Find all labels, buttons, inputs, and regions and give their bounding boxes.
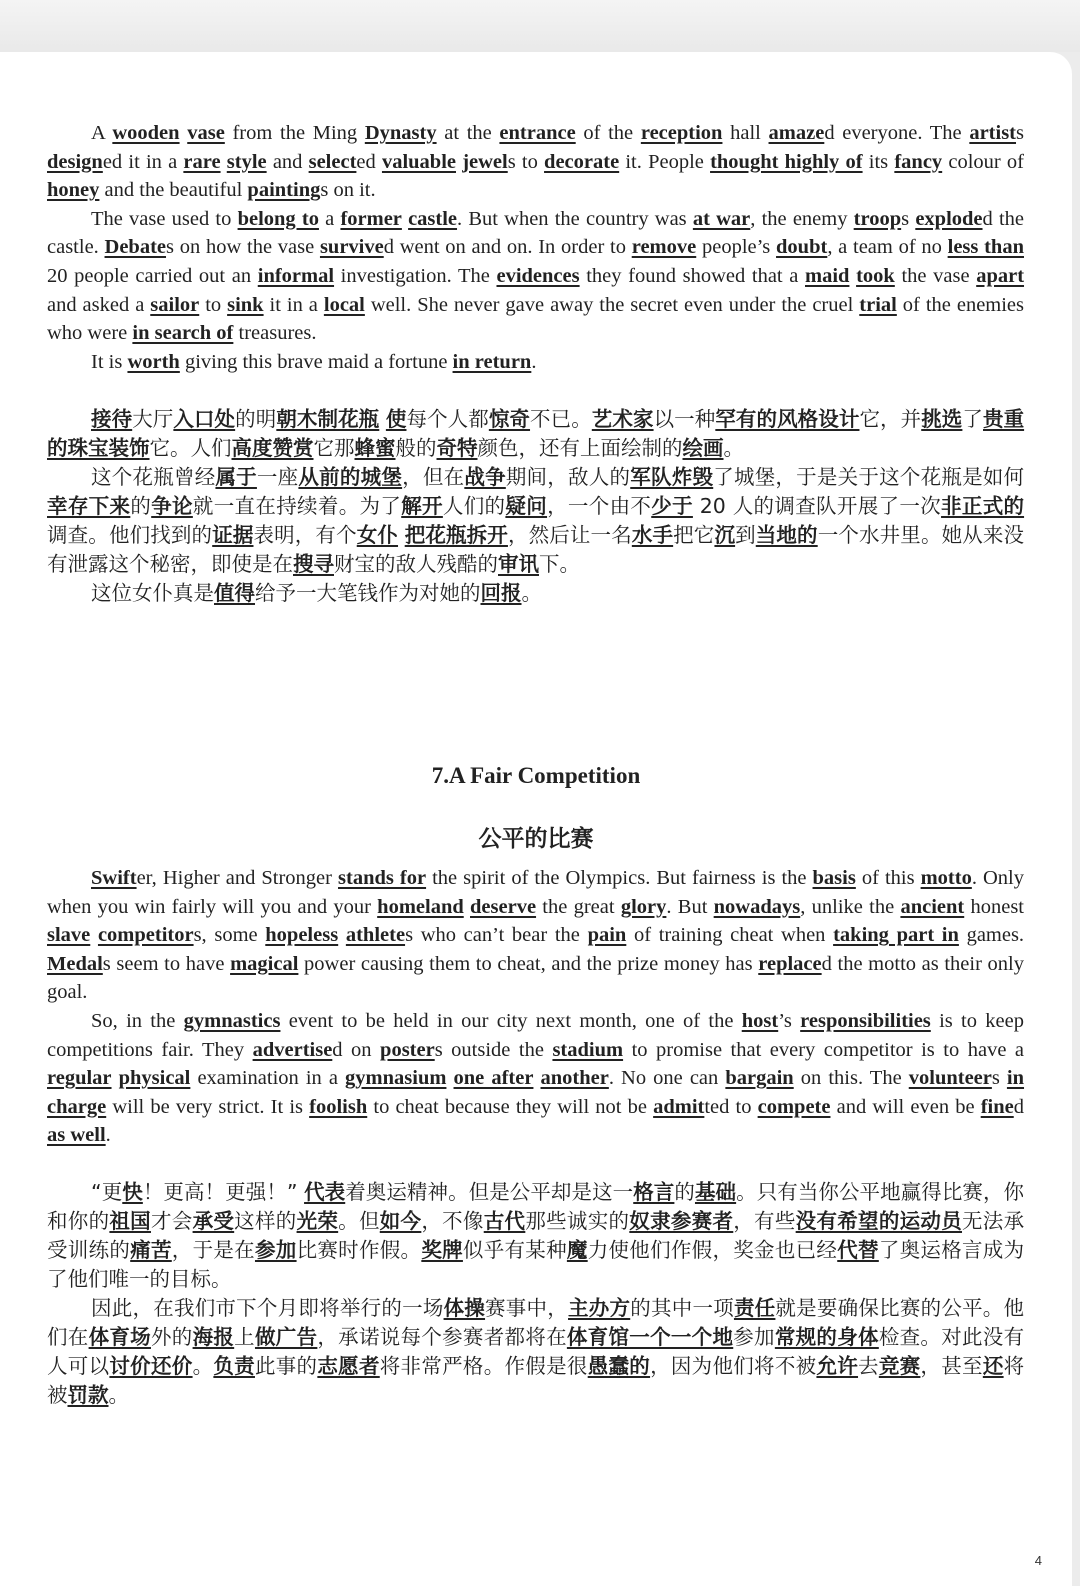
vocabulary-term: pain [587, 924, 627, 947]
vocabulary-term: painting [247, 179, 321, 202]
vocabulary-term: 基础 [694, 1180, 737, 1204]
vocabulary-term: 幸存下来 [47, 494, 131, 518]
vocabulary-term: competitor [97, 924, 194, 947]
vocabulary-term: 朝木制花瓶 [276, 407, 380, 431]
paragraph: The vase used to belong to a former castle. But when the country was at war, the enemy troops exploded the castle. Debates on how the vase survived went on and on. In order to remove people’s doubt, a team of no less than 20 people carried out an informal investigation. The evidences they found showed that a maid took the vase apart and asked a sailor to sink it in a local well. She never gave away the secret even under the cruel trial of the enemies who were in search of treasures. [47, 207, 1025, 345]
vocabulary-term: magical [230, 952, 299, 975]
section-title-english: 7.A Fair Competition [431, 763, 641, 788]
vocabulary-term: 从前的城堡 [298, 465, 403, 489]
vocabulary-term: 争论 [151, 494, 193, 518]
vocabulary-term: 体育场 [88, 1325, 151, 1349]
vocabulary-term: 艺术家 [591, 407, 654, 431]
vocabulary-term: athlete [345, 924, 406, 947]
vocabulary-term: honey [47, 179, 100, 202]
vocabulary-term: bargain [725, 1067, 794, 1090]
vocabulary-term: slave [47, 924, 91, 947]
paragraph: 这位女仆真是值得给予一大笔钱作为对她的回报。 [91, 581, 542, 605]
vocabulary-term: 审讯 [498, 552, 539, 576]
vocabulary-term: 体操 [443, 1296, 486, 1320]
vocabulary-term: 高度赞赏 [231, 436, 314, 460]
vocabulary-term: in search of [132, 322, 234, 345]
vocabulary-term: ancient [900, 895, 965, 918]
vocabulary-term: 解开 [401, 494, 443, 518]
vocabulary-term: 惊奇 [488, 407, 531, 431]
paragraph: A wooden vase from the Ming Dynasty at the entrance of the reception hall amazed everyone. The artists designed it in a rare style and selected valuable jewels to decorate it. People thought highly of its fancy colour of honey and the beautiful paintings on it. [47, 122, 1025, 202]
vocabulary-term: 祖国 [109, 1209, 151, 1233]
vocabulary-term: compete [757, 1095, 831, 1118]
vocabulary-term: 搜寻 [293, 552, 334, 576]
paragraph: 因此，在我们市下个月即将举行的一场体操赛事中，主办方的其中一项责任就是要确保比赛的公平。他们在体育场外的海报上做广告，承诺说每个参赛者都将在体育馆一个一个地参加常规的身体检查。对此没有人可以讨价还价。负责此事的志愿者将非常严格。作假是很愚蠢的，因为他们将不被允许去竞赛，甚至还将被罚款。 [47, 1296, 1025, 1407]
vocabulary-term: 蜂蜜 [354, 436, 396, 460]
vocabulary-term: glory [620, 895, 667, 918]
vocabulary-term: in charge [47, 1067, 1025, 1118]
vocabulary-term: Debate [104, 236, 167, 259]
vocabulary-term: remove [631, 236, 697, 259]
document-page [0, 52, 1072, 1586]
vocabulary-term: maid [805, 264, 850, 287]
vocabulary-term: informal [257, 264, 335, 287]
vocabulary-term: 把花瓶拆开 [404, 523, 508, 547]
paragraph: So, in the gymnastics event to be held in our city next month, one of the host’s responsibilities is to keep competitions fair. They advertised on posters outside the stadium to promise that every competitor is to have a regular physical examination in a gymnasium one after another. No one can bargain on this. The volunteers in charge will be very strict. It is foolish to cheat because they will not be admitted to compete and will even be fined as well. [47, 1009, 1025, 1147]
vocabulary-term: 非正式的 [941, 494, 1025, 518]
vocabulary-term: nowadays [713, 895, 801, 918]
vocabulary-term: fancy [894, 150, 943, 173]
vocabulary-term: 没有希望的运动员 [795, 1209, 963, 1233]
vocabulary-term: 代表 [304, 1180, 346, 1204]
vocabulary-term: wooden [112, 122, 180, 144]
vocabulary-term: vase [187, 122, 225, 144]
vocabulary-term: jewel [462, 150, 508, 173]
vocabulary-term: deserve [470, 895, 537, 918]
vocabulary-term: advertise [252, 1038, 333, 1061]
vocabulary-term: basis [812, 867, 856, 889]
vocabulary-term: artist [969, 122, 1017, 144]
vocabulary-term: 奴隶参赛者 [629, 1209, 734, 1233]
vocabulary-term: 竞赛 [878, 1354, 921, 1378]
vocabulary-term: 回报 [480, 581, 522, 605]
vocabulary-term: rare [183, 150, 221, 173]
vocabulary-term: foolish [309, 1095, 368, 1118]
vocabulary-term: worth [127, 350, 180, 373]
fair-competition-chinese-translation [47, 1178, 1024, 1410]
vocabulary-term: admit [653, 1095, 705, 1118]
vocabulary-term: sailor [150, 293, 200, 316]
vocabulary-term: 当地的 [755, 523, 818, 547]
vocabulary-term: select [308, 150, 357, 173]
vocabulary-term: decorate [544, 150, 620, 173]
vase-chinese-translation [47, 405, 1024, 608]
vocabulary-term: in return [452, 350, 532, 373]
vocabulary-term: host [741, 1009, 779, 1032]
vocabulary-term: explode [915, 207, 983, 230]
vocabulary-term: 战争 [464, 465, 506, 489]
vocabulary-term: Dynasty [364, 122, 437, 144]
vocabulary-term: 女仆 [356, 523, 399, 547]
paragraph: It is worth giving this brave maid a fortune in return. [91, 350, 537, 373]
vocabulary-term: 属于 [215, 465, 257, 489]
vocabulary-term: 入口处 [173, 407, 236, 431]
vocabulary-term: sink [227, 293, 264, 316]
vocabulary-term: reception [640, 122, 723, 144]
vocabulary-term: replace [758, 952, 822, 975]
vocabulary-term: 常规的身体 [774, 1325, 879, 1349]
vocabulary-term: another [540, 1067, 609, 1090]
vocabulary-term: 水手 [631, 523, 674, 547]
vocabulary-term: valuable [381, 150, 456, 173]
vocabulary-term: physical [118, 1067, 191, 1090]
vocabulary-term: survive [319, 236, 384, 259]
vocabulary-term: hopeless [265, 924, 339, 947]
vocabulary-term: 证据 [212, 523, 254, 547]
vocabulary-term: stands for [338, 867, 427, 889]
viewer-top-bar [0, 0, 1080, 52]
paragraph: 这个花瓶曾经属于一座从前的城堡，但在战争期间，敌人的军队炸毁了城堡，于是关于这个花瓶是如何幸存下来的争论就一直在持续着。为了解开人们的疑问，一个由不少于 20 人的调查队开展了一次非正式的调查。他们找到的证据表明，有个女仆 把花瓶拆开，然后让一名水手把它沉到当地的一个水井里。她从来没有泄露这个秘密，即使是在搜寻财宝的敌人残酷的审讯下。 [47, 465, 1025, 576]
vocabulary-term: 疑问 [505, 494, 548, 518]
vocabulary-term: apart [976, 264, 1025, 287]
vocabulary-term: 少于 [651, 494, 693, 518]
vocabulary-term: 体育馆一个一个地 [566, 1325, 734, 1349]
vocabulary-term: 使 [385, 407, 407, 431]
vocabulary-term: 接待 [91, 407, 133, 431]
vocabulary-term: 奇特 [436, 436, 478, 460]
vocabulary-term: took [856, 264, 895, 287]
vocabulary-term: gymnastics [183, 1009, 281, 1032]
vocabulary-term: 海报 [192, 1325, 235, 1349]
vocabulary-term: 古代 [483, 1209, 526, 1233]
vocabulary-term: volunteer [908, 1067, 992, 1090]
vocabulary-term: 如今 [379, 1209, 422, 1233]
vocabulary-term: design [47, 150, 103, 173]
vocabulary-term: 快 [122, 1180, 143, 1204]
vocabulary-term: regular [47, 1067, 112, 1090]
vocabulary-term: 贵重的珠宝装饰 [47, 407, 1025, 460]
vocabulary-term: at war [692, 207, 751, 230]
vocabulary-term: 格言 [633, 1180, 675, 1204]
vocabulary-term: entrance [499, 122, 576, 144]
vocabulary-term: 允许 [816, 1354, 859, 1378]
vocabulary-term: responsibilities [800, 1009, 931, 1032]
vocabulary-term: taking part in [833, 924, 959, 947]
vocabulary-term: 光荣 [296, 1209, 339, 1233]
vocabulary-term: 罚款 [67, 1383, 109, 1407]
vocabulary-term: 负责 [213, 1354, 255, 1378]
vocabulary-term: 奖牌 [421, 1238, 463, 1262]
vocabulary-term: 挑选 [921, 407, 963, 431]
fair-competition-english-passage [47, 864, 1024, 1150]
vocabulary-term: fine [980, 1095, 1014, 1118]
vocabulary-term: 志愿者 [317, 1354, 380, 1378]
vocabulary-term: 沉 [714, 523, 736, 547]
vocabulary-term: amaze [768, 122, 825, 144]
vocabulary-term: doubt [776, 236, 828, 259]
page-number: 4 [1034, 1553, 1042, 1568]
vocabulary-term: troop [853, 207, 902, 230]
vocabulary-term: 讨价还价 [109, 1354, 193, 1378]
vocabulary-term: gymnasium [345, 1067, 447, 1090]
vocabulary-term: 绘画 [682, 436, 724, 460]
vocabulary-term: style [226, 150, 267, 173]
vocabulary-term: 魔 [566, 1238, 588, 1262]
vocabulary-term: less than [947, 236, 1024, 259]
vocabulary-term: 主办方 [568, 1296, 631, 1320]
vocabulary-term: 愚蠢的 [587, 1354, 651, 1378]
vocabulary-term: motto [920, 867, 972, 889]
vocabulary-term: trial [859, 293, 897, 316]
section-title-chinese: 公平的比赛 [478, 826, 594, 852]
vocabulary-term: 做广告 [254, 1325, 318, 1349]
vocabulary-term: 参加 [254, 1238, 297, 1262]
vocabulary-term: 值得 [214, 581, 255, 605]
vocabulary-term: poster [380, 1038, 435, 1061]
vocabulary-term: castle [408, 207, 458, 230]
vocabulary-term: Swift [91, 867, 137, 889]
vocabulary-term: local [323, 293, 365, 316]
vase-english-passage [47, 119, 1024, 376]
vocabulary-term: former [340, 207, 402, 230]
vocabulary-term: 责任 [733, 1296, 776, 1320]
vocabulary-term: 代替 [837, 1238, 879, 1262]
vocabulary-term: Medal [47, 952, 103, 975]
paragraph: Swifter, Higher and Stronger stands for the spirit of the Olympics. But fairness is the basis of this motto. Only when you win fairly will you and your homeland deserve the great glory. But nowadays, unlike the ancient honest slave competitors, some hopeless athletes who can’t bear the pain of training cheat when taking part in games. Medals seem to have magical power causing them to cheat, and the prize money has replaced the motto as their only goal. [47, 867, 1025, 1004]
vocabulary-term: belong to [237, 207, 319, 230]
vocabulary-term: as well [47, 1124, 106, 1147]
vocabulary-term: one after [453, 1067, 534, 1090]
vocabulary-term: 痛苦 [130, 1238, 172, 1262]
vocabulary-term: evidences [496, 264, 580, 287]
paragraph: “更快！更高！更强！” 代表着奥运精神。但是公平却是这一格言的基础。只有当你公平地赢得比赛，你和你的祖国才会承受这样的光荣。但如今，不像古代那些诚实的奴隶参赛者，有些没有希望的运动员无法承受训练的痛苦，于是在参加比赛时作假。奖牌似乎有某种魔力使他们作假，奖金也已经代替了奥运格言成为了他们唯一的目标。 [47, 1180, 1025, 1291]
vocabulary-term: 罕有的风格设计 [715, 407, 860, 431]
paragraph: 接待大厅入口处的明朝木制花瓶 使每个人都惊奇不已。艺术家以一种罕有的风格设计它，并挑选了贵重的珠宝装饰它。人们高度赞赏它那蜂蜜般的奇特颜色，还有上面绘制的绘画。 [47, 407, 1025, 460]
vocabulary-term: thought highly of [710, 150, 863, 173]
vocabulary-term: 军队炸毁 [630, 465, 714, 489]
vocabulary-term: stadium [552, 1038, 624, 1061]
vocabulary-term: 还 [982, 1354, 1004, 1378]
vocabulary-term: homeland [377, 895, 464, 918]
vocabulary-term: 承受 [192, 1209, 235, 1233]
